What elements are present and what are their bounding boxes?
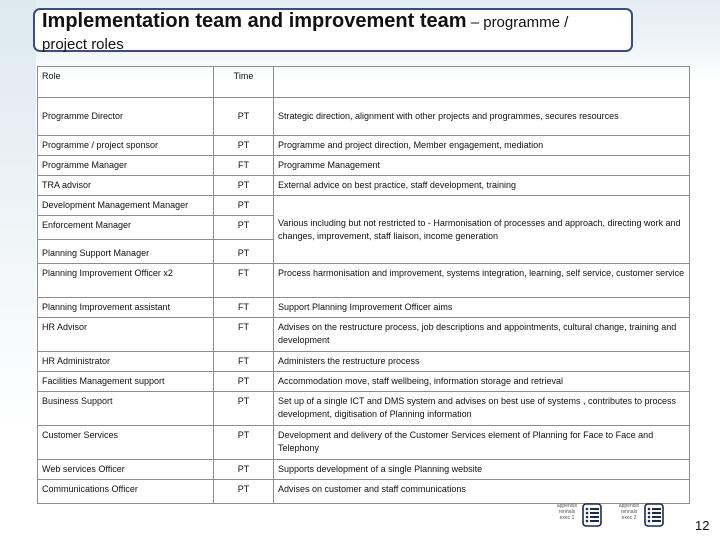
description-cell: Advises on the restructure process, job descriptions and appointments, cultural change, training and development [274,318,690,352]
time-cell: PT [214,176,274,196]
document-list-icon [582,503,602,527]
table-row [38,352,690,372]
appendix-label: appendix rennals exec 1 [556,503,578,521]
title-suffix: – programme / [466,14,569,31]
slide-number: 12 [695,518,710,533]
table-row [38,480,690,504]
role-cell: Planning Improvement assistant [38,298,214,318]
description-cell: Development and delivery of the Customer Services element of Planning for Face to Face and Telephony [274,426,690,460]
role-cell: Customer Services [38,426,214,460]
time-cell: PT [214,98,274,136]
time-cell: FT [214,298,274,318]
table-row [38,264,690,298]
table-header-row [38,67,690,98]
time-cell: FT [214,352,274,372]
description-cell: Support Planning Improvement Officer aims [274,298,690,318]
table-row [38,426,690,460]
header-description [274,67,690,98]
page-title-line2: project roles [42,36,124,53]
header-time: Time [214,67,274,98]
role-cell: Development Management Manager [38,196,214,216]
role-cell: Programme Director [38,98,214,136]
description-cell: Set up of a single ICT and DMS system and advises on best use of systems , contributes to process development, digitisation of Planning information [274,392,690,426]
merged-description-cell: Various including but not restricted to - Harmonisation of processes and approach, directing work and changes, improvement, staff liaison, income generation [274,196,690,264]
table-row [38,298,690,318]
time-cell: PT [214,392,274,426]
page-title [42,10,568,33]
table-row [38,136,690,156]
description-cell: Programme Management [274,156,690,176]
role-cell: Enforcement Manager [38,216,214,240]
appendix-exec-1-link[interactable] [550,503,596,529]
role-cell: Communications Officer [38,480,214,504]
time-cell: PT [214,196,274,216]
role-cell: HR Administrator [38,352,214,372]
role-cell: Programme / project sponsor [38,136,214,156]
table-row [38,392,690,426]
table-row [38,372,690,392]
time-cell: PT [214,216,274,240]
description-cell: Accommodation move, staff wellbeing, information storage and retrieval [274,372,690,392]
time-cell: PT [214,480,274,504]
description-cell: Administers the restructure process [274,352,690,372]
time-cell: PT [214,136,274,156]
role-cell: Web services Officer [38,460,214,480]
table-row [38,98,690,136]
appendix-exec-2-link[interactable] [612,503,658,529]
role-cell: Facilities Management support [38,372,214,392]
time-cell: PT [214,426,274,460]
description-cell: Strategic direction, alignment with other projects and programmes, secures resources [274,98,690,136]
role-cell: Programme Manager [38,156,214,176]
table-row [38,460,690,480]
time-cell: PT [214,460,274,480]
table-row [38,318,690,352]
table-row [38,156,690,176]
roles-table [37,66,690,504]
title-main: Implementation team and improvement team [42,10,467,32]
role-cell: TRA advisor [38,176,214,196]
appendix-label: appendix rennals exec 2 [618,503,640,521]
role-cell: HR Advisor [38,318,214,352]
table-row [38,176,690,196]
description-cell: Advises on customer and staff communications [274,480,690,504]
description-cell: Programme and project direction, Member engagement, mediation [274,136,690,156]
table-row [38,196,690,216]
description-cell: External advice on best practice, staff development, training [274,176,690,196]
time-cell: PT [214,240,274,264]
time-cell: FT [214,156,274,176]
header-role: Role [38,67,214,98]
description-cell: Supports development of a single Planning website [274,460,690,480]
left-background-band [0,0,36,540]
time-cell: FT [214,264,274,298]
document-list-icon [644,503,664,527]
role-cell: Planning Support Manager [38,240,214,264]
role-cell: Business Support [38,392,214,426]
time-cell: PT [214,372,274,392]
time-cell: FT [214,318,274,352]
role-cell: Planning Improvement Officer x2 [38,264,214,298]
description-cell: Process harmonisation and improvement, systems integration, learning, self service, customer service [274,264,690,298]
